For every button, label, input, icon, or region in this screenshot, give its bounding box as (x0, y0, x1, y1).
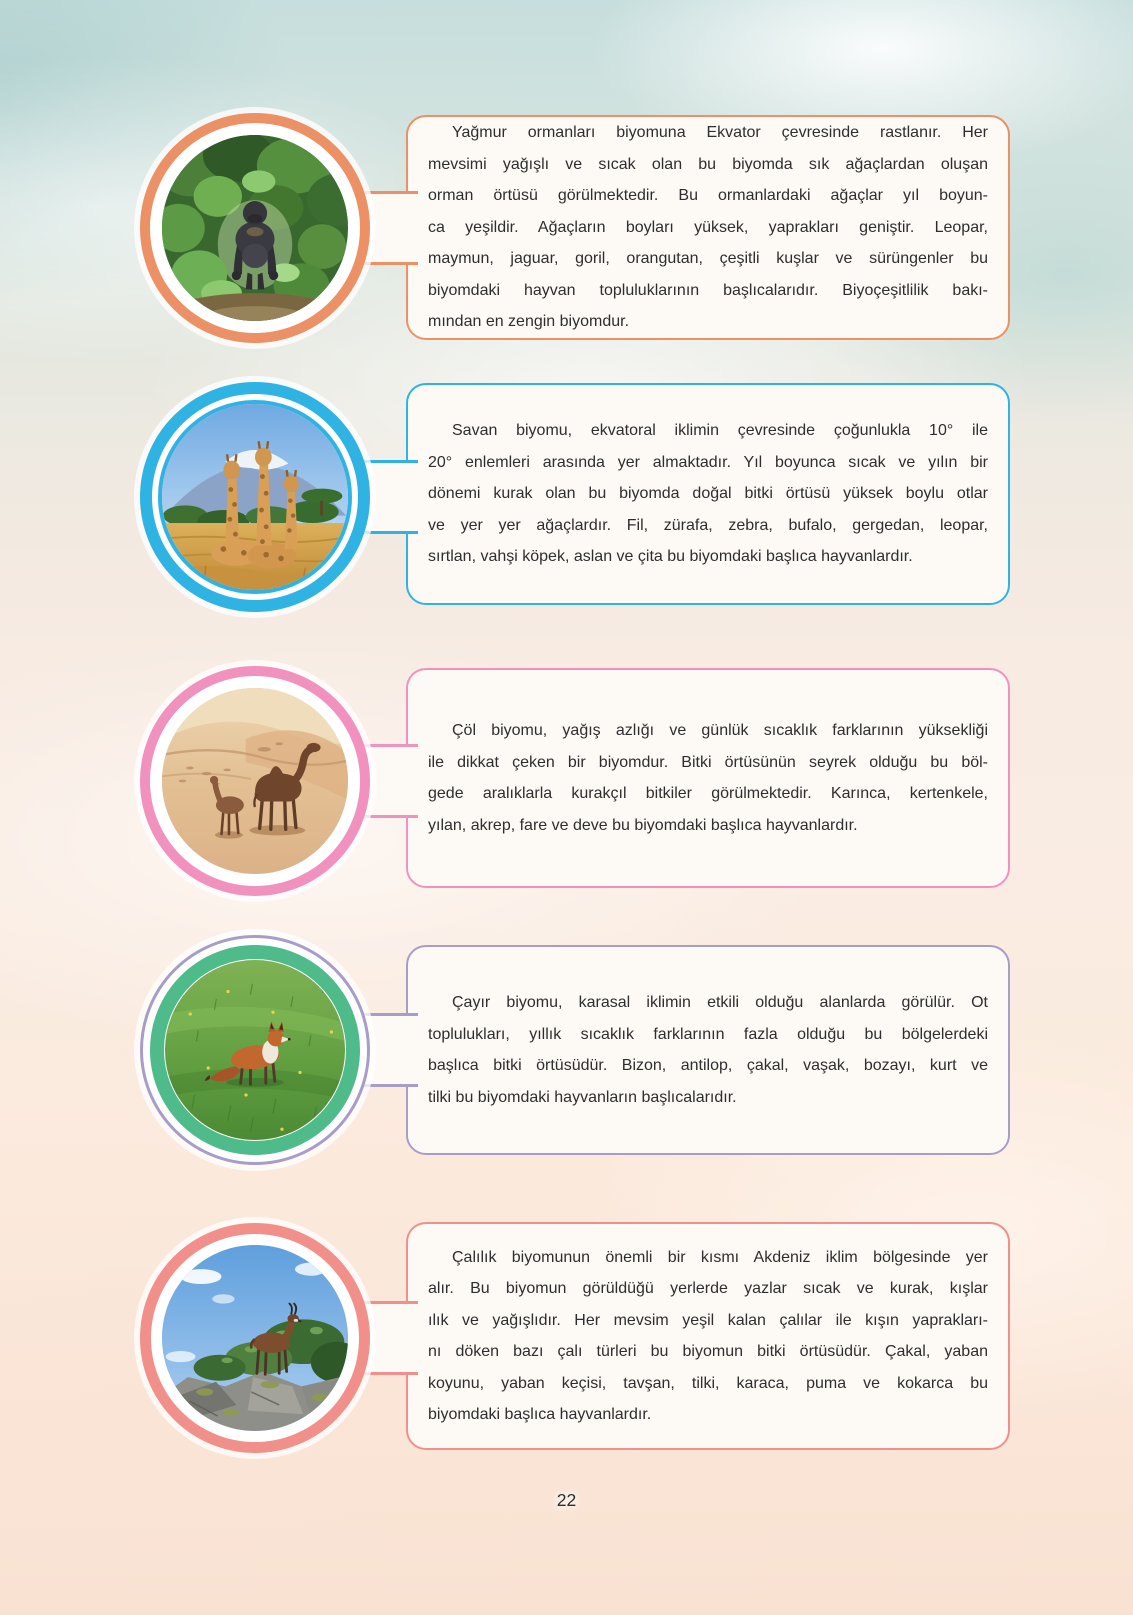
text-line: ılık ve yağışlıdır. Her mevsim yeşil kalan çalılar ile kışın yaprakları- (428, 1311, 988, 1329)
grassland-photo-circle (140, 935, 370, 1165)
desert-photo-circle (140, 666, 370, 896)
fox-grassland-illustration (165, 960, 345, 1140)
giraffes-savanna-illustration (162, 404, 348, 590)
fox-grassland-photo (165, 960, 345, 1140)
rainforest-paragraph (408, 117, 1008, 338)
chamois-shrubland-illustration (162, 1245, 348, 1431)
savanna-paragraph (408, 385, 1008, 603)
shrubland-photo-circle (140, 1223, 370, 1453)
grassland-textbox (406, 945, 1010, 1155)
chamois-shrubland-photo (162, 1245, 348, 1431)
desert-ring (140, 666, 370, 896)
page-number (0, 1490, 1133, 1511)
savanna-connector (344, 460, 418, 534)
grassland-paragraph (408, 947, 1008, 1153)
savanna-photo-circle (140, 382, 370, 612)
desert-connector (344, 744, 418, 818)
text-line: Savan biyomu, ekvatoral iklimin çevresinde çoğunlukla 10° ile (452, 422, 988, 440)
text-line: Yağmur ormanları biyomuna Ekvator çevresinde rastlanır. Her (452, 124, 988, 142)
shrubland-paragraph (408, 1224, 1008, 1448)
savanna-ring (140, 382, 370, 612)
text-line: Çöl biyomu, yağış azlığı ve günlük sıcaklık farklarının yüksekliği (452, 722, 988, 739)
text-line: nı döken bazı çalı türleri bu biyomun bitki örtüsüdür. Çakal, yaban (428, 1343, 988, 1360)
text-line: dönemi kurak olan bu biyomda doğal bitki örtüsü yüksek boylu otlar (428, 485, 988, 503)
text-line: ca yeşildir. Ağaçların boyları yüksek, yaprakları geniştir. Leopar, (428, 218, 988, 236)
text-line: Çalılık biyomunun önemli bir kısmı Akdeniz iklim bölgesinde yer (452, 1248, 988, 1266)
text-line: tilki bu biyomdaki hayvanların başlıcalarıdır. (428, 1088, 737, 1106)
text-line: ile dikkat çeken bir biyomdur. Bitki örtüsünün seyrek olduğu bu böl- (428, 753, 988, 771)
text-line: biyomdaki hayvan topluluklarının başlıcalarıdır. Biyoçeşitlilik bakı- (428, 281, 988, 299)
gorilla-rainforest-illustration (162, 135, 348, 321)
text-line: başlıca bitki örtüsüdür. Bizon, antilop, çakal, vaşak, bozayı, kurt ve (428, 1057, 988, 1074)
camels-desert-photo (162, 688, 348, 874)
text-line: alır. Bu biyomun görüldüğü yerlerde yazlar sıcak ve kurak, kışlar (428, 1280, 988, 1297)
desert-textbox (406, 668, 1010, 888)
shrubland-connector (344, 1301, 418, 1375)
shrubland-ring (140, 1223, 370, 1453)
text-line: gede aralıklarla kurakçıl bitkiler görülmektedir. Karınca, kertenkele, (428, 785, 988, 802)
text-line: sırtlan, vahşi köpek, aslan ve çita bu biyomdaki başlıca hayvanlardır. (428, 548, 913, 566)
rainforest-ring (140, 113, 370, 343)
grassland-green-ring (150, 945, 360, 1155)
text-line: 20° enlemleri arasında yer almaktadır. Yıl boyunca sıcak ve yılın bir (428, 453, 988, 471)
text-line: maymun, jaguar, goril, orangutan, çeşitli kuşlar ve sürüngenler bu (428, 250, 988, 268)
text-line: ve yer yer ağaçlardır. Fil, zürafa, zebra, bufalo, gergedan, leopar, (428, 516, 988, 534)
text-line: mından en zengin biyomdur. (428, 313, 630, 331)
desert-paragraph (408, 670, 1008, 886)
giraffes-savanna-photo (162, 404, 348, 590)
rainforest-connector (344, 191, 418, 265)
page-number-value: 22 (556, 1490, 577, 1510)
text-line: Çayır biyomu, karasal iklimin etkili olduğu alanlarda görülür. Ot (452, 994, 988, 1011)
savanna-inner-ring (158, 400, 352, 594)
text-line: orman örtüsü görülmektedir. Bu ormanlardaki ağaçlar yıl boyun- (428, 187, 988, 205)
camels-desert-illustration (162, 688, 348, 874)
rainforest-photo-circle (140, 113, 370, 343)
text-line: toplulukları, yıllık sıcaklık farklarının fazla olduğu bu bölgelerdeki (428, 1025, 988, 1043)
grassland-connector (344, 1013, 418, 1087)
text-line: koyunu, yaban keçisi, tavşan, tilki, karaca, puma ve kokarca bu (428, 1374, 988, 1392)
text-line: mevsimi yağışlı ve sıcak olan bu biyomda sık ağaçlardan oluşan (428, 155, 988, 173)
text-line: yılan, akrep, fare ve deve bu biyomdaki başlıca hayvanlardır. (428, 816, 858, 834)
rainforest-textbox (406, 115, 1010, 340)
shrubland-textbox (406, 1222, 1010, 1450)
gorilla-rainforest-photo (162, 135, 348, 321)
savanna-textbox (406, 383, 1010, 605)
grassland-outer-ring (140, 935, 370, 1165)
text-line: biyomdaki başlıca hayvanlardır. (428, 1406, 652, 1423)
